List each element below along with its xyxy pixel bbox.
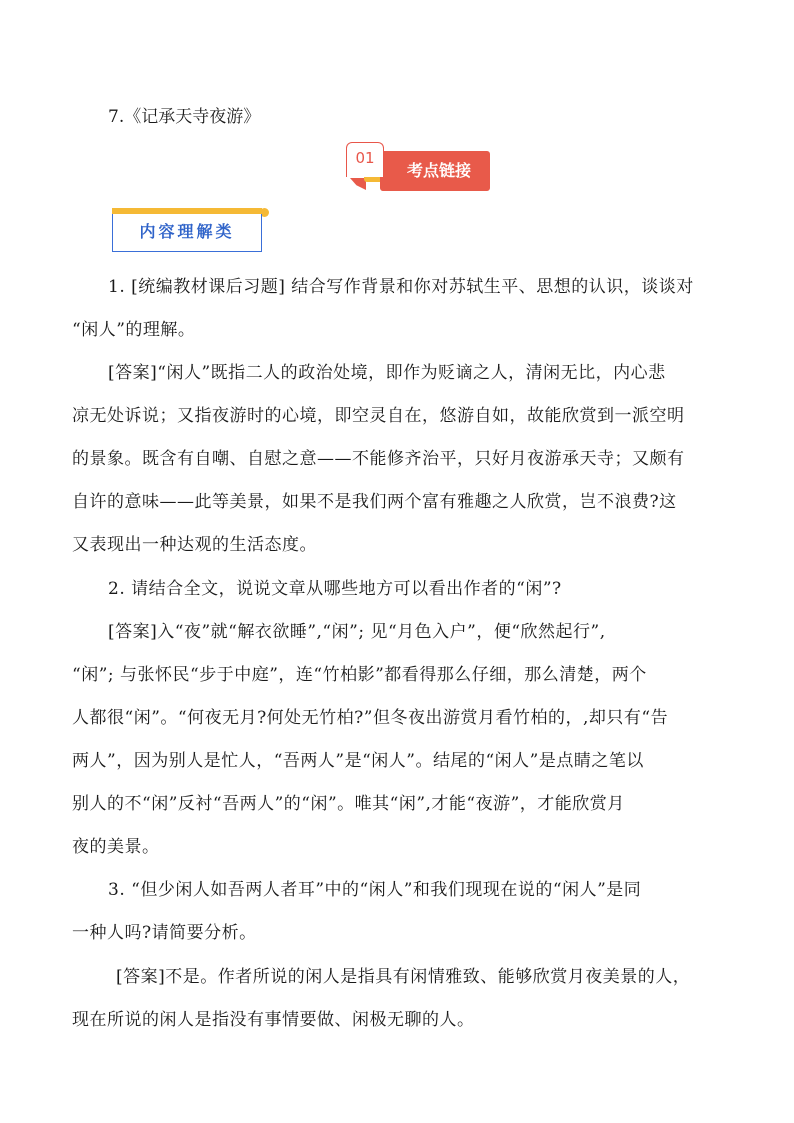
badge-number: 01: [346, 142, 384, 177]
a1-line-4: 自许的意味——此等美景，如果不是我们两个富有雅趣之人欣赏，岂不浪费?这: [72, 492, 677, 512]
a2-line-2: “闲”; 与张怀民“步于中庭”，连“竹柏影”都看得那么仔细，那么清楚，两个: [72, 665, 647, 685]
a3-line-2: 现在所说的闲人是指没有事情要做、闲极无聊的人。: [72, 1010, 475, 1030]
a2-line-4: 两人”，因为别人是忙人，“吾两人”是“闲人”。结尾的“闲人”是点睛之笔以: [72, 751, 644, 771]
q1-line-1: 1. [统编教材课后习题] 结合写作背景和你对苏轼生平、思想的认识，谈谈对: [108, 277, 694, 297]
a1-line-5: 又表现出一种达观的生活态度。: [72, 535, 317, 555]
a3-line-1: [答案]不是。作者所说的闲人是指具有闲情雅致、能够欣赏月夜美景的人，: [116, 967, 691, 987]
exam-point-badge: [344, 140, 490, 198]
a1-line-3: 的景象。既含有自嘲、自慰之意——不能修齐治平，只好月夜游承天寺；又颇有: [72, 449, 685, 469]
category-label: 内容理解类: [112, 214, 262, 252]
section-title: 7.《记承天寺夜游》: [108, 107, 261, 127]
category-box: [112, 208, 266, 254]
a2-line-3: 人都很“闲”。“何夜无月?何处无竹柏?”但冬夜出游赏月看竹柏的，,却只有“告: [72, 708, 669, 728]
a2-line-1: [答案]入“夜”就“解衣欲睡”,“闲”; 见“月色入户”，便“欣然起行”,: [108, 622, 606, 642]
q2-line-1: 2. 请结合全文，说说文章从哪些地方可以看出作者的“闲”?: [108, 579, 562, 599]
q1-line-2: “闲人”的理解。: [72, 320, 196, 340]
badge-label: 考点链接: [380, 151, 490, 191]
a1-line-2: 凉无处诉说；又指夜游时的心境，即空灵自在，悠游自如，故能欣赏到一派空明: [72, 406, 685, 426]
q3-line-1: 3. “但少闲人如吾两人者耳”中的“闲人”和我们现现在说的“闲人”是同: [108, 880, 642, 900]
a1-line-1: [答案]“闲人”既指二人的政治处境，即作为贬谪之人，清闲无比，内心悲: [108, 363, 666, 383]
q3-line-2: 一种人吗?请简要分析。: [72, 923, 257, 943]
a2-line-5: 别人的不“闲”反衬“吾两人”的“闲”。唯其“闲”,才能“夜游”，才能欣赏月: [72, 794, 625, 814]
a2-line-6: 夜的美景。: [72, 837, 160, 857]
